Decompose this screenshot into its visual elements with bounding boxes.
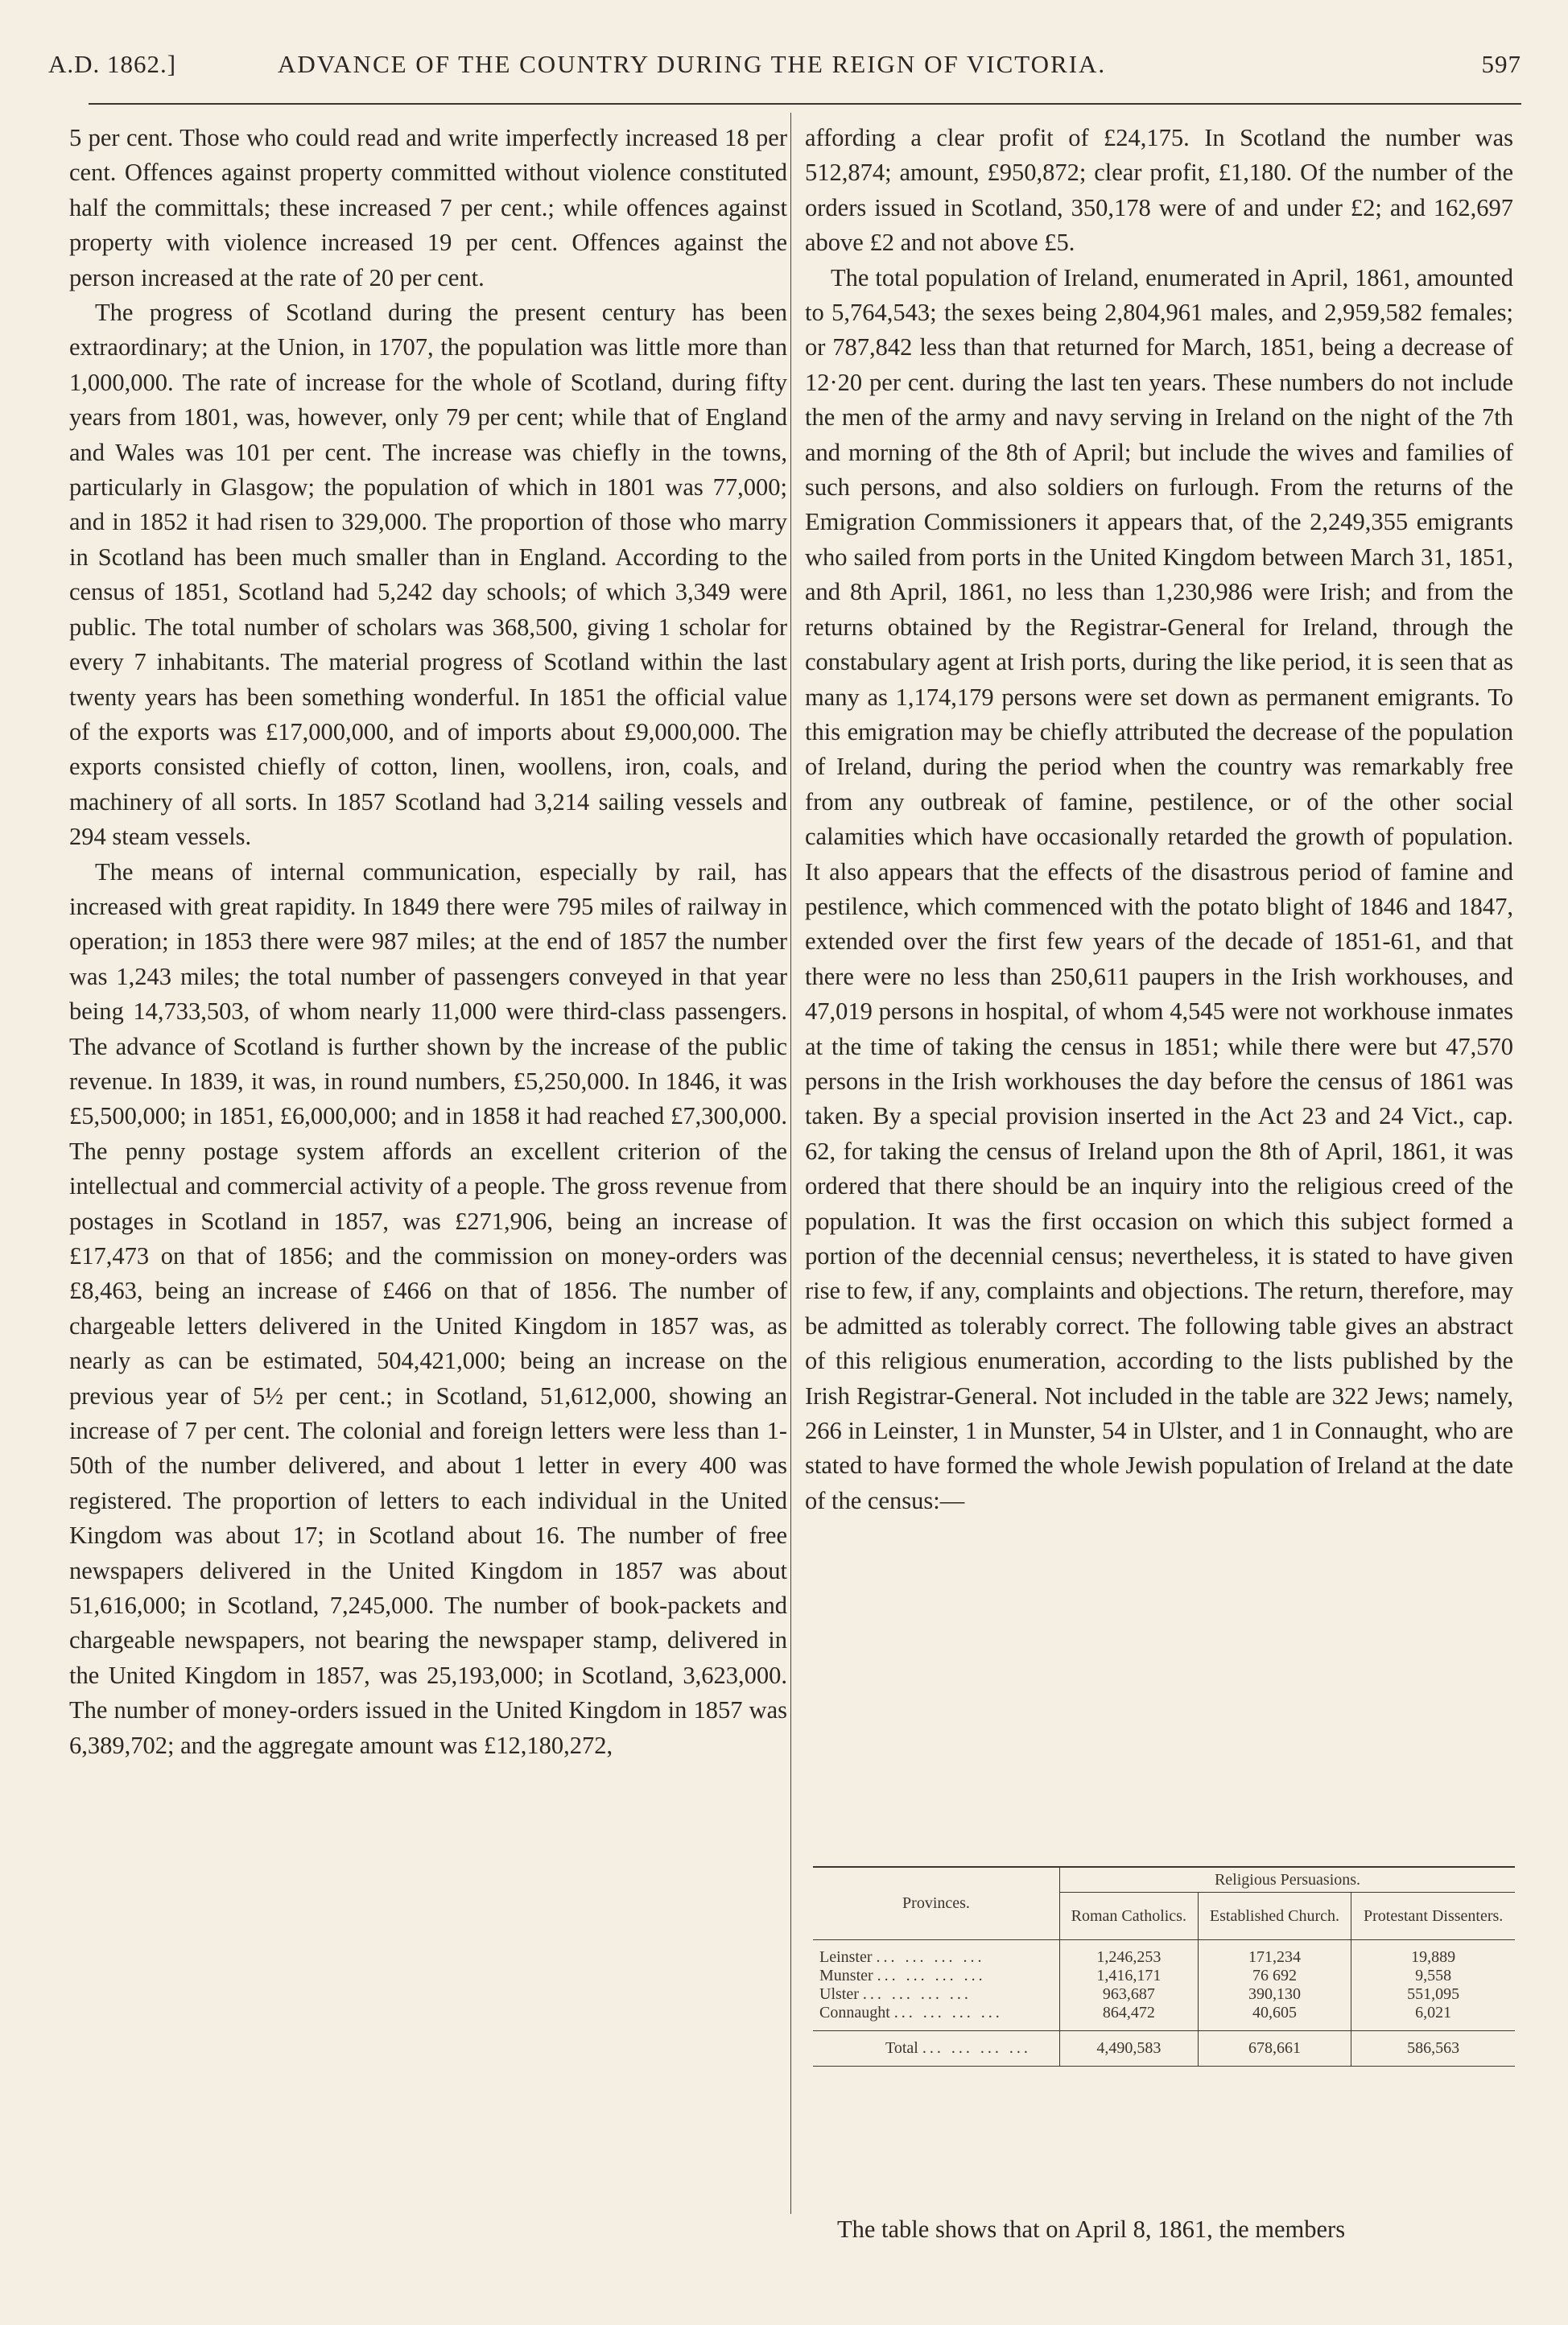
column-header: Roman Catholics. xyxy=(1060,1893,1199,1940)
table-cell: 6,021 xyxy=(1351,2004,1515,2031)
total-row xyxy=(813,2031,1515,2067)
header-date: A.D. 1862.] xyxy=(48,50,177,78)
province-name: Ulster xyxy=(819,1985,859,2003)
province-name: Connaught xyxy=(819,2004,890,2021)
table-cell: 390,130 xyxy=(1198,1985,1351,2004)
total-cell: 4,490,583 xyxy=(1060,2031,1199,2067)
header-rule xyxy=(89,103,1521,105)
dot-leader: ... ... ... ... xyxy=(893,2004,1003,2021)
table-cell: 40,605 xyxy=(1198,2004,1351,2031)
paragraph: The means of internal communication, especially by rail, has increased with great rapidity. In 1849 there were 795 miles of railway in operation; in 1853 there were 987 miles; at the end of 1857 the number was 1,243 miles; the total number of passengers conveyed in that year being 14,733,503, of whom nearly 11,000 were third-class passengers. The advance of Scotland is further shown by the increase of the public revenue. In 1839, it was, in round numbers, £5,250,000. In 1846, it was £5,500,000; in 1851, £6,000,000; and in 1858 it had reached £7,300,000. The penny postage system affords an excellent criterion of the intellectual and commercial activity of a people. The gross revenue from postages in Scotland in 1857, was £271,906, being an increase of £17,473 on that of 1856; and the commission on money-orders was £8,463, being an increase of £466 on that of 1856. The number of chargeable letters delivered in the United Kingdom in 1857 was, as nearly as can be estimated, 504,421,000; being an increase on the previous year of 5½ per cent.; in Scotland, 51,612,000, showing an increase of 7 per cent. The colonial and foreign letters were less than 1-50th of the number delivered, and about 1 letter in every 400 was registered. The proportion of letters to each individual in the United Kingdom was about 17; in Scotland about 16. The number of free newspapers delivered in the United Kingdom in 1857 was about 51,616,000; in Scotland, 7,245,000. The number of book-packets and chargeable newspapers, not bearing the newspaper stamp, delivered in the United Kingdom in 1857, was 25,193,000; in Scotland, 3,623,000. The number of money-orders issued in the United Kingdom in 1857 was 6,389,702; and the aggregate amount was £12,180,272, xyxy=(69,857,787,1759)
table-cell: 1,246,253 xyxy=(1060,1940,1199,1968)
left-column xyxy=(69,121,787,1763)
province-name: Munster xyxy=(819,1967,873,1984)
religious-persuasions-table xyxy=(813,1866,1515,2067)
total-label: Total xyxy=(885,2039,918,2057)
paragraph: 5 per cent. Those who could read and write imperfectly increased 18 per cent. Offences against property committed without violence constituted half the committals; these increased 7 per cent.; while offences against property with violence increased 19 per cent. Offences against the person increased at the rate of 20 per cent. xyxy=(69,124,787,291)
paragraph: affording a clear profit of £24,175. In Scotland the number was 512,874; amount, £950,872; clear profit, £1,180. Of the number of the orders issued in Scotland, 350,178 were of and under £2; and 162,697 above £2 and not above £5. xyxy=(805,124,1513,257)
page-number: 597 xyxy=(1481,50,1521,78)
table-cell: 9,558 xyxy=(1351,1967,1515,1985)
table-cell: 171,234 xyxy=(1198,1940,1351,1968)
paragraph: The total population of Ireland, enumerated in April, 1861, amounted to 5,764,543; the sexes being 2,804,961 males, and 2,959,582 females; or 787,842 less than that returned for March, 1851, being a decrease of 12·20 per cent. during the last ten years. These numbers do not include the men of the army and navy serving in Ireland on the night of the 7th and morning of the 8th of April; but include the wives and families of such persons, and also soldiers on furlough. From the returns of the Emigration Commissioners it appears that, of the 2,249,355 emigrants who sailed from ports in the United Kingdom between March 31, 1851, and 8th April, 1861, no less than 1,230,986 were Irish; and from the returns obtained by the Registrar-General for Ireland, through the constabulary agent at Irish ports, during the like period, it is seen that as many as 1,174,179 persons were set down as permanent emigrants. To this emigration may be chiefly attributed the decrease of the population of Ireland, during the period when the country was remarkably free from any outbreak of famine, pestilence, or of the other social calamities which have occasionally retarded the growth of population. It also appears that the effects of the disastrous period of famine and pestilence, which commenced with the potato blight of 1846 and 1847, extended over the first few years of the decade of 1851-61, and that there were no less than 250,611 paupers in the Irish workhouses, and 47,019 persons in hospital, of whom 4,545 were not workhouse inmates at the time of taking the census in 1851; while there were but 47,570 persons in the Irish workhouses the day before the census of 1861 was taken. By a special provision inserted in the Act 23 and 24 Vict., cap. 62, for taking the census of Ireland upon the 8th of April, 1861, it was ordered that there should be an inquiry into the religious creed of the population. It was the first occasion on which this subject formed a portion of the decennial census; nevertheless, it is stated to have given rise to few, if any, complaints and objections. The return, therefore, may be admitted as tolerably correct. The following table gives an abstract of this religious enumeration, according to the lists published by the Irish Registrar-General. Not included in the table are 322 Jews; namely, 266 in Leinster, 1 in Munster, 54 in Ulster, and 1 in Connaught, who are stated to have formed the whole Jewish population of Ireland at the date of the census:— xyxy=(805,263,1513,1514)
dot-leader: ... ... ... ... xyxy=(862,1985,972,2003)
continuation-line: The table shows that on April 8, 1861, the members xyxy=(837,2216,1346,2243)
dot-leader: ... ... ... ... xyxy=(876,1948,985,1966)
table-cell: 551,095 xyxy=(1351,1985,1515,2004)
province-name: Leinster xyxy=(819,1948,873,1966)
right-column xyxy=(805,121,1513,1518)
table-cell: 76 692 xyxy=(1198,1967,1351,1985)
dot-leader: ... ... ... ... xyxy=(922,2039,1031,2057)
table-cell: 19,889 xyxy=(1351,1940,1515,1968)
table-row xyxy=(813,1940,1515,1968)
header-title: ADVANCE OF THE COUNTRY DURING THE REIGN OF VICTORIA. xyxy=(278,50,1107,78)
provinces-header: Provinces. xyxy=(813,1867,1060,1940)
total-cell: 586,563 xyxy=(1351,2031,1515,2067)
paragraph: The progress of Scotland during the present century has been extraordinary; at the Union, in 1707, the population was little more than 1,000,000. The rate of increase for the whole of Scotland, during fifty years from 1801, was, however, only 79 per cent; while that of England and Wales was 101 per cent. The increase was chiefly in the towns, particularly in Glasgow; the population of which in 1801 was 77,000; and in 1852 it had risen to 329,000. The proportion of those who marry in Scotland has been much smaller than in England. According to the census of 1851, Scotland had 5,242 day schools; of which 3,349 were public. The total number of scholars was 368,500, giving 1 scholar for every 7 inhabitants. The material progress of Scotland within the last twenty years has been something wonderful. In 1851 the official value of the exports was £17,000,000, and of imports about £9,000,000. The exports consisted chiefly of cotton, linen, woollens, iron, coals, and machinery of all sorts. In 1857 Scotland had 3,214 sailing vessels and 294 steam vessels. xyxy=(69,299,787,851)
column-header: Established Church. xyxy=(1198,1893,1351,1940)
table-cell: 1,416,171 xyxy=(1060,1967,1199,1985)
column-header: Protestant Dissenters. xyxy=(1351,1893,1515,1940)
table-cell: 864,472 xyxy=(1060,2004,1199,2031)
table-row xyxy=(813,1985,1515,2004)
table-row xyxy=(813,1967,1515,1985)
religious-persuasions-header: Religious Persuasions. xyxy=(1060,1867,1516,1893)
table-cell: 963,687 xyxy=(1060,1985,1199,2004)
column-divider xyxy=(790,113,791,2214)
dot-leader: ... ... ... ... xyxy=(877,1967,986,1984)
table-row xyxy=(813,2004,1515,2031)
running-head xyxy=(48,50,1521,90)
total-cell: 678,661 xyxy=(1198,2031,1351,2067)
